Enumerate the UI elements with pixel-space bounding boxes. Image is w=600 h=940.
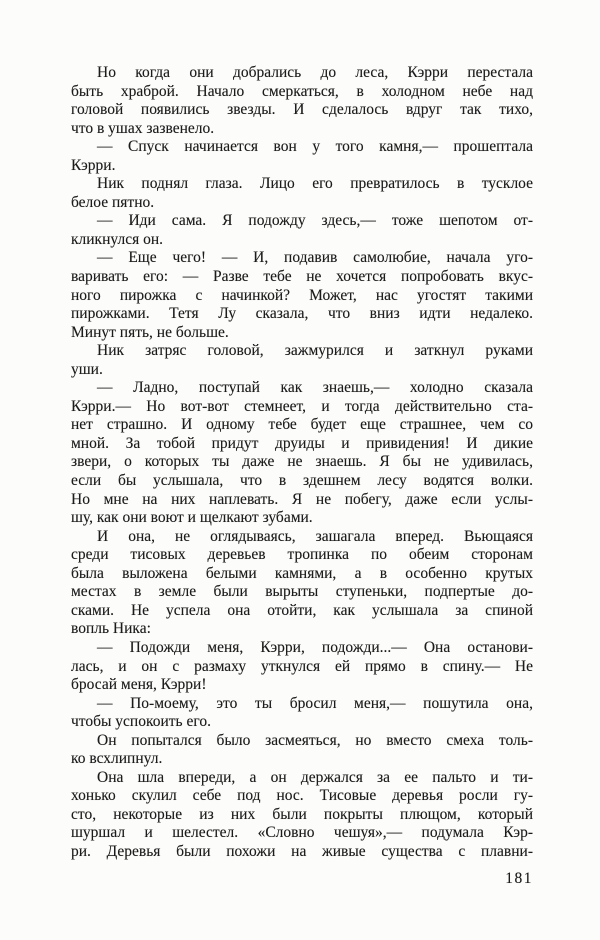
text-line: Минут пять, не больше. [71, 323, 229, 341]
text-line: Ник затряс головой, зажмурился и заткнул руками [97, 342, 533, 360]
text-line: уши. [71, 360, 103, 378]
text-line: вопль Ника: [71, 620, 151, 638]
text-line: сто, некоторые из них были покрыты плющом, который [71, 805, 533, 823]
text-line: быть храброй. Начало смеркаться, в холодном небе над [71, 82, 533, 100]
text-line: ри. Деревья были похожи на живые существа с плавни- [71, 842, 533, 860]
text-line: нет страшно. И одному тебе будет еще страшнее, чем со [71, 416, 533, 434]
text-line: местах в земле были вырыты ступеньки, подпертые до- [71, 583, 533, 601]
text-line: звери, о которых ты даже не знаешь. Я бы не удивилась, [71, 453, 533, 471]
text-line: бросай меня, Кэрри! [71, 676, 207, 694]
text-line: шуршал и шелестел. «Словно чешуя»,— подумала Кэр- [71, 824, 533, 842]
text-line: шу, как они воют и щелкают зубами. [71, 509, 313, 527]
text-line: среди тисовых деревьев тропинка по обеим сторонам [71, 546, 533, 564]
text-line: Она шла впереди, а он держался за ее пальто и ти- [97, 768, 533, 786]
text-line: — По-моему, это ты бросил меня,— пошутила она, [97, 694, 533, 712]
text-line: — Подожди меня, Кэрри, подожди...— Она останови- [97, 638, 533, 656]
text-line: Кэрри.— Но вот-вот стемнеет, и тогда действительно ста- [71, 397, 533, 415]
text-line: Кэрри. [71, 156, 116, 174]
text-line: ного пирожка с начинкой? Может, нас угостят такими [71, 286, 533, 304]
text-line: лась, и он с размаху уткнулся ей прямо в спину.— Не [71, 657, 533, 675]
text-line: — Ладно, поступай как знаешь,— холодно сказала [97, 379, 533, 397]
text-line: — Еще чего! — И, подавив самолюбие, начала уго- [97, 249, 533, 267]
text-line: ко всхлипнул. [71, 750, 163, 768]
text-line: головой появились звезды. И сделалось вдруг так тихо, [71, 101, 533, 119]
text-line: хонько скулил себе под нос. Тисовые деревья росли гу- [71, 787, 533, 805]
text-line: Но мне на них наплевать. Я не побегу, даже если услы- [71, 490, 533, 508]
text-line: — Иди сама. Я подожду здесь,— тоже шепотом от- [97, 212, 533, 230]
text-line: что в ушах зазвенело. [71, 119, 215, 137]
page-text [71, 64, 533, 862]
text-line: сками. Не успела она отойти, как услышала за спиной [71, 601, 533, 619]
text-line: И она, не оглядываясь, зашагала вперед. Вьющаяся [97, 527, 533, 545]
text-line: варивать его: — Разве тебе не хочется попробовать вкус- [71, 268, 533, 286]
text-line: чтобы успокоить его. [71, 713, 211, 731]
text-line: мной. За тобой придут друиды и привидения! И дикие [71, 434, 533, 452]
text-line: Но когда они добрались до леса, Кэрри перестала [97, 64, 533, 81]
text-line: пирожками. Тетя Лу сказала, что вниз идти недалеко. [71, 305, 533, 323]
text-line: была выложена белыми камнями, а в особенно крутых [71, 564, 533, 582]
text-line: белое пятно. [71, 193, 155, 211]
text-line: — Спуск начинается вон у того камня,— прошептала [97, 138, 533, 156]
text-line: кликнулся он. [71, 230, 163, 248]
text-line: если бы услышала, что в здешнем лесу водятся волки. [71, 472, 533, 490]
text-line: Ник поднял глаза. Лицо его превратилось в тусклое [97, 175, 533, 193]
text-line: Он попытался было засмеяться, но вместо смеха толь- [97, 731, 533, 749]
page-number: 181 [505, 870, 533, 887]
